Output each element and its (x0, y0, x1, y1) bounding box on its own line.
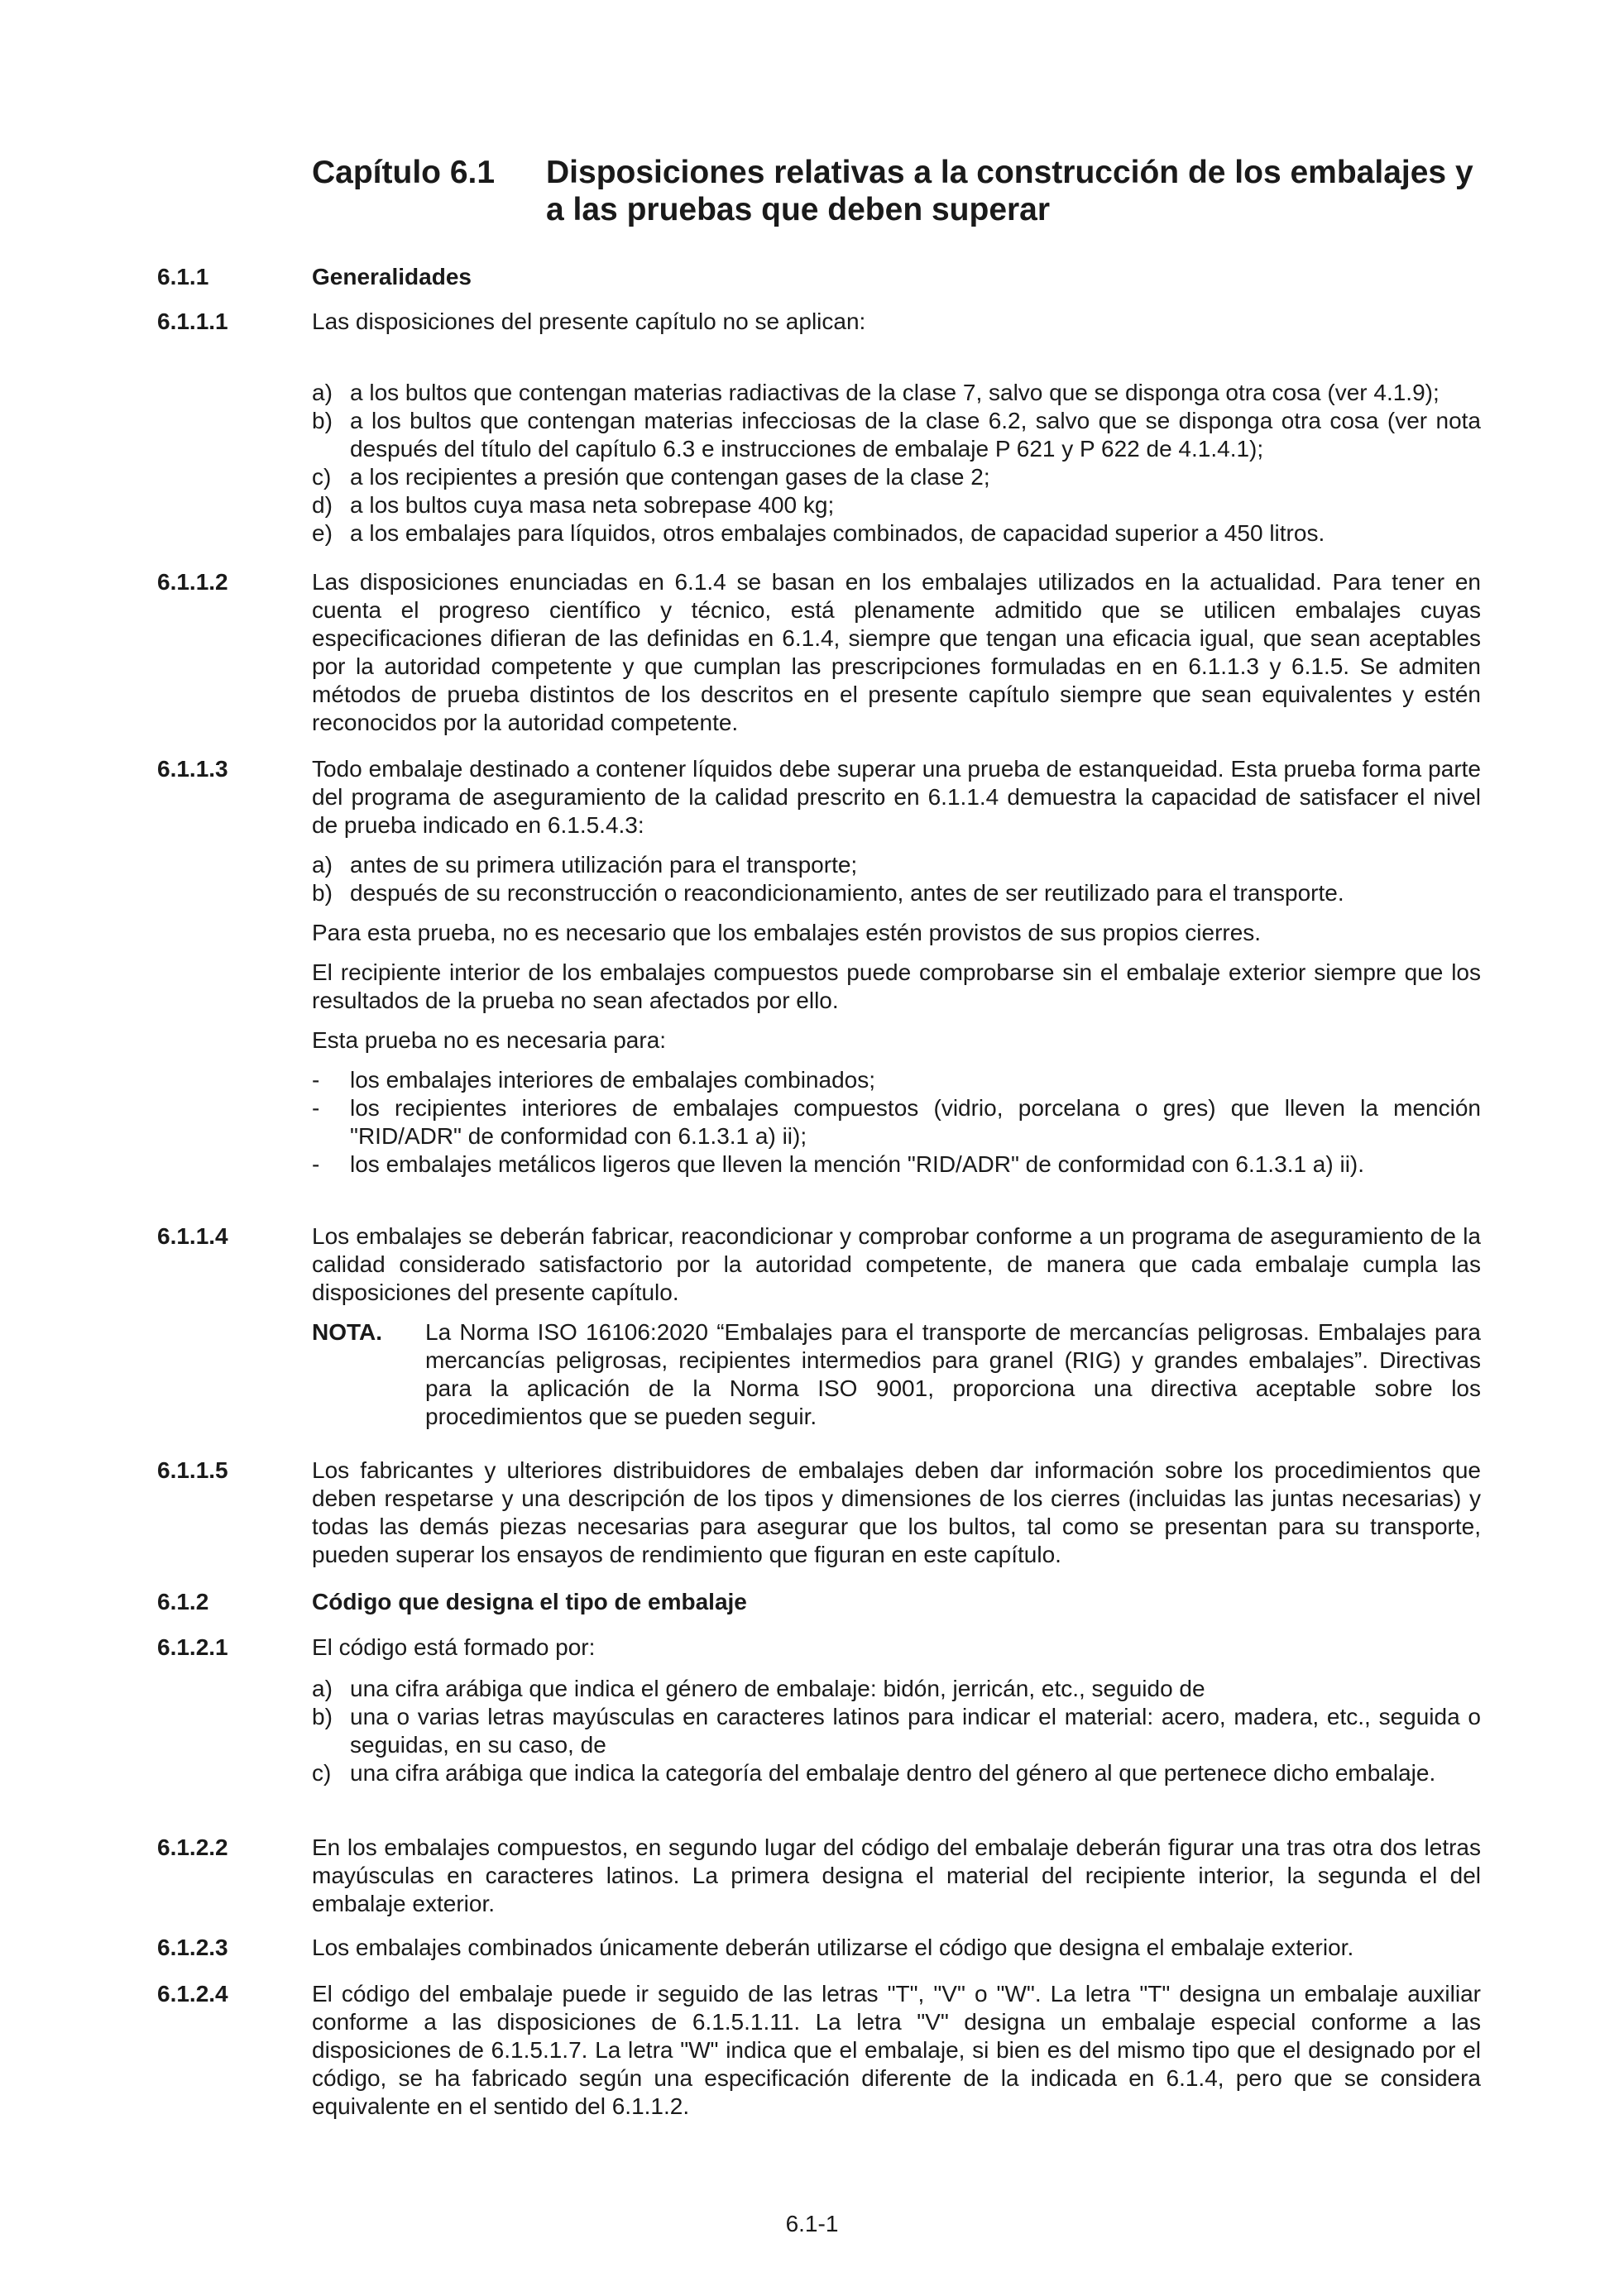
section-6-1-2-3 (157, 1934, 1481, 1962)
section-6-1-1 (157, 263, 1481, 291)
list-item: - los embalajes interiores de embalajes combinados; (312, 1067, 876, 1093)
section-6-1-1-2 (157, 568, 1481, 737)
list (312, 379, 1481, 548)
paragraph: Las disposiciones del presente capítulo no se aplican: (312, 309, 866, 334)
section-6-1-1-4 (157, 1222, 1481, 1431)
section-title: Código que designa el tipo de embalaje (312, 1589, 747, 1614)
section-6-1-2 (157, 1588, 1481, 1616)
chapter-number: Capítulo 6.1 (312, 155, 496, 190)
list (312, 1675, 1481, 1787)
list-item: b) a los bultos que contengan materias infecciosas de la clase 6.2, salvo que se disponga otra cosa (ver nota después del título del capítulo 6.3 e instrucciones de embalaje P 621 y P 622 de 4.1.4.1); (312, 408, 1481, 462)
list-item: e) a los embalajes para líquidos, otros embalajes combinados, de capacidad superior a 450 litros. (312, 520, 1325, 546)
section-number: 6.1.1 (157, 264, 209, 289)
section-number: 6.1.1.3 (157, 756, 228, 782)
dash-list (312, 1066, 1481, 1179)
section-6-1-2-2 (157, 1834, 1481, 1918)
paragraph: Los embalajes se deberán fabricar, reacondicionar y comprobar conforme a un programa de aseguramiento de la calidad considerado satisfactorio por la autoridad competente, de manera que cada embalaje cumpla las disposiciones del presente capítulo. (312, 1223, 1481, 1305)
section-6-1-1-5 (157, 1457, 1481, 1569)
section-number: 6.1.2.2 (157, 1834, 228, 1860)
list-item: b) después de su reconstrucción o reacondicionamiento, antes de ser reutilizado para el transporte. (312, 880, 1344, 906)
section-title: Generalidades (312, 264, 472, 289)
list-item: c) a los recipientes a presión que contengan gases de la clase 2; (312, 464, 990, 490)
list-item: b) una o varias letras mayúsculas en caracteres latinos para indicar el material: acero, madera, etc., seguida o seguidas, en su caso, de (312, 1704, 1481, 1758)
section-6-1-1-3 (157, 755, 1481, 1179)
section-6-1-2-1 (157, 1634, 1481, 1787)
list-item: a) una cifra arábiga que indica el género de embalaje: bidón, jerricán, etc., seguido de (312, 1676, 1205, 1701)
chapter-heading (312, 154, 1481, 228)
section-number: 6.1.1.2 (157, 569, 228, 595)
list-item: - los embalajes metálicos ligeros que lleven la mención "RID/ADR" de conformidad con 6.1.3.1 a) ii). (312, 1151, 1365, 1177)
section-number: 6.1.1.1 (157, 309, 228, 334)
list-item: a) antes de su primera utilización para el transporte; (312, 852, 858, 878)
list-item: a) a los bultos que contengan materias radiactivas de la clase 7, salvo que se disponga otra cosa (ver 4.1.9); (312, 380, 1440, 405)
section-number: 6.1.1.4 (157, 1223, 228, 1249)
list-item: c) una cifra arábiga que indica la categoría del embalaje dentro del género al que pertenece dicho embalaje. (312, 1760, 1436, 1786)
paragraph: Todo embalaje destinado a contener líquidos debe superar una prueba de estanqueidad. Esta prueba forma parte del programa de aseguramiento de la calidad prescrito en 6.1.1.4 demuestra la capacidad de satisfacer el nivel de prueba indicado en 6.1.5.4.3: (312, 756, 1481, 838)
paragraph: Esta prueba no es necesaria para: (312, 1027, 667, 1053)
section-number: 6.1.2.3 (157, 1935, 228, 1960)
list-item: d) a los bultos cuya masa neta sobrepase 400 kg; (312, 492, 835, 518)
section-number: 6.1.1.5 (157, 1457, 228, 1483)
paragraph: El código está formado por: (312, 1634, 596, 1660)
paragraph: El recipiente interior de los embalajes compuestos puede comprobarse sin el embalaje exterior siempre que los resultados de la prueba no sean afectados por ello. (312, 959, 1481, 1013)
paragraph: El código del embalaje puede ir seguido de las letras "T", "V" o "W". La letra "T" designa un embalaje auxiliar conforme a las disposiciones de 6.1.5.1.11. La letra "V" designa un embalaje especial conforme a las disposiciones de 6.1.5.1.7. La letra "W" indica que el embalaje, si bien es del mismo tipo que el designado por el código, se ha fabricado según una especificación diferente de la indicada en 6.1.4, pero que se considera equivalente en el sentido del 6.1.1.2. (312, 1981, 1481, 2119)
section-6-1-2-4 (157, 1980, 1481, 2121)
paragraph: Los fabricantes y ulteriores distribuidores de embalajes deben dar información sobre los procedimientos que deben respetarse y una descripción de los tipos y dimensiones de los cierres (incluidas las juntas necesarias) y todas las demás piezas necesarias para asegurar que los bultos, tal como se presentan para su transporte, pueden superar los ensayos de rendimiento que figuran en este capítulo. (312, 1457, 1481, 1567)
section-6-1-1-1 (157, 308, 1481, 548)
note-label: NOTA. (312, 1319, 383, 1345)
section-number: 6.1.2 (157, 1589, 209, 1614)
paragraph: Para esta prueba, no es necesario que los embalajes estén provistos de sus propios cierres. (312, 920, 1262, 945)
chapter-title: Disposiciones relativas a la construcción de los embalajes y a las pruebas que deben superar (546, 155, 1473, 227)
page-number: 6.1-1 (785, 2211, 839, 2236)
paragraph: Las disposiciones enunciadas en 6.1.4 se basan en los embalajes utilizados en la actualidad. Para tener en cuenta el progreso científico y técnico, está plenamente admitido que se utilicen embalajes cuyas especificaciones difieran de las definidas en 6.1.4, siempre que tengan una eficacia igual, que sean aceptables por la autoridad competente y que cumplan las prescripciones formuladas en en 6.1.1.3 y 6.1.5. Se admiten métodos de prueba distintos de los descritos en el presente capítulo siempre que sean equivalentes y estén reconocidos por la autoridad competente. (312, 569, 1481, 735)
section-number: 6.1.2.4 (157, 1981, 228, 2007)
note (312, 1318, 1481, 1431)
paragraph: Los embalajes combinados únicamente deberán utilizarse el código que designa el embalaje exterior. (312, 1935, 1354, 1960)
list (312, 851, 1481, 907)
paragraph: En los embalajes compuestos, en segundo lugar del código del embalaje deberán figurar una tras otra dos letras mayúsculas en caracteres latinos. La primera designa el material del recipiente interior, la segunda el del embalaje exterior. (312, 1834, 1481, 1916)
note-text: La Norma ISO 16106:2020 “Embalajes para el transporte de mercancías peligrosas. Embalajes para mercancías peligrosas, recipientes intermedios para granel (RIG) y grandes embalajes”. Directivas para la aplicación de la Norma ISO 9001, proporciona una directiva aceptable sobre los procedimientos que se pueden seguir. (425, 1319, 1481, 1429)
list-item: - los recipientes interiores de embalajes compuestos (vidrio, porcelana o gres) que lleven la mención "RID/ADR" de conformidad con 6.1.3.1 a) ii); (312, 1095, 1481, 1149)
section-number: 6.1.2.1 (157, 1634, 228, 1660)
